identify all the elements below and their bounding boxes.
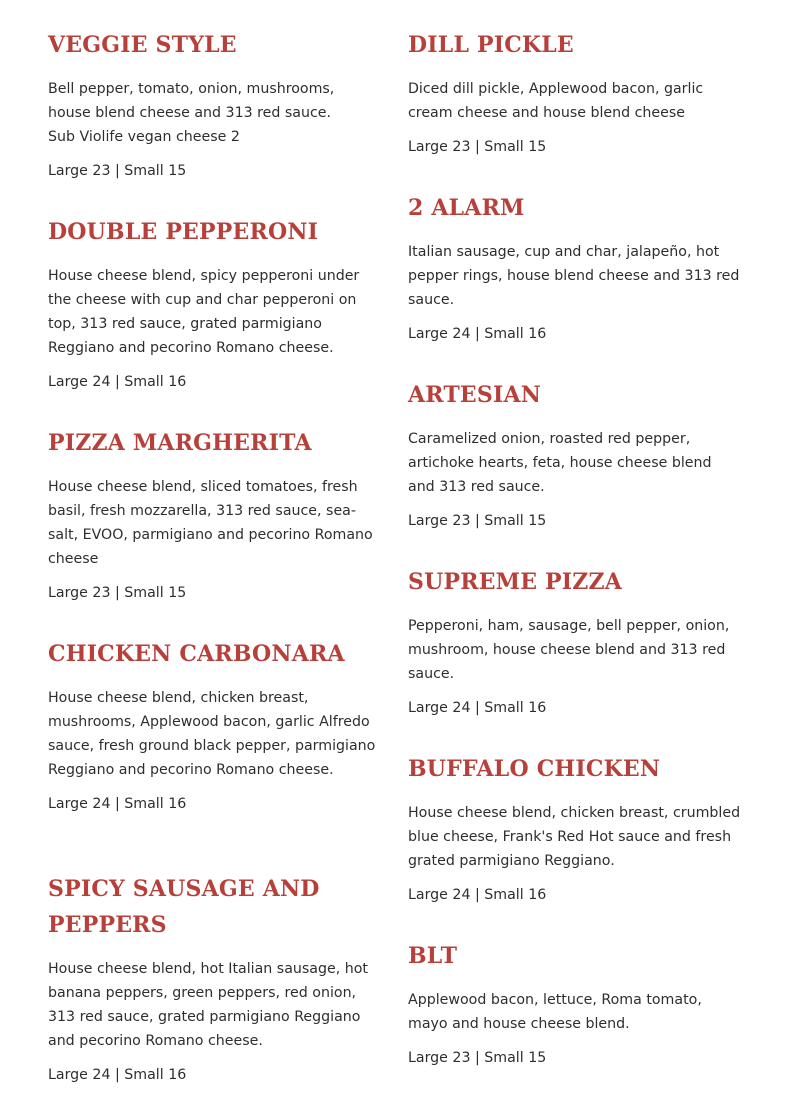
item-price: Large 24 | Small 16	[48, 1067, 187, 1083]
menu-item	[408, 190, 743, 377]
menu-item	[408, 751, 743, 938]
menu-column-right	[408, 27, 743, 1070]
item-title: PIZZA MARGHERITA	[48, 430, 312, 456]
item-description: Diced dill pickle, Applewood bacon, garlic cream cheese and house blend cheese	[408, 81, 704, 121]
item-description: Applewood bacon, lettuce, Roma tomato, mayo and house cheese blend.	[408, 992, 702, 1032]
menu-item	[408, 564, 743, 751]
item-title: DOUBLE PEPPERONI	[48, 219, 319, 245]
item-title: SPICY SAUSAGE AND PEPPERS	[48, 876, 320, 938]
menu-column-left	[48, 27, 383, 1087]
item-title: CHICKEN CARBONARA	[48, 641, 345, 667]
item-description: House cheese blend, chicken breast, mushrooms, Applewood bacon, garlic Alfredo sauce, fresh ground black pepper, parmigiano Reggiano and pecorino Romano cheese.	[48, 690, 376, 778]
item-title: SUPREME PIZZA	[408, 569, 623, 595]
menu-item	[48, 27, 383, 214]
item-price: Large 23 | Small 15	[48, 163, 187, 179]
item-price: Large 24 | Small 16	[408, 700, 547, 716]
item-description-text: Bell pepper, tomato, onion, mushrooms, house blend cheese and 313 red sauce.	[48, 81, 335, 121]
menu-item	[408, 377, 743, 564]
item-note: Sub Violife vegan cheese 2	[48, 129, 240, 145]
item-title: BLT	[408, 943, 458, 969]
item-price: Large 23 | Small 15	[408, 513, 547, 529]
item-title: 2 ALARM	[408, 195, 525, 221]
item-title: BUFFALO CHICKEN	[408, 756, 661, 782]
item-description: Caramelized onion, roasted red pepper, artichoke hearts, feta, house cheese blend and 313 red sauce.	[408, 431, 712, 495]
item-title: DILL PICKLE	[408, 32, 574, 58]
item-description: Italian sausage, cup and char, jalapeño, hot pepper rings, house blend cheese and 313 red sauce.	[408, 244, 740, 308]
item-description	[48, 77, 348, 149]
item-description: House cheese blend, sliced tomatoes, fresh basil, fresh mozzarella, 313 red sauce, sea-salt, EVOO, parmigiano and pecorino Romano cheese	[48, 479, 373, 567]
item-price: Large 24 | Small 16	[408, 887, 547, 903]
menu-item	[48, 636, 383, 871]
item-title: ARTESIAN	[408, 382, 542, 408]
item-price: Large 23 | Small 15	[408, 139, 547, 155]
item-price: Large 23 | Small 15	[408, 1050, 547, 1066]
item-description: House cheese blend, spicy pepperoni under the cheese with cup and char pepperoni on top, 313 red sauce, grated parmigiano Reggiano and pecorino Romano cheese.	[48, 268, 360, 356]
menu-item	[408, 938, 743, 1070]
menu-item	[48, 214, 383, 425]
item-price: Large 24 | Small 16	[408, 326, 547, 342]
item-price: Large 24 | Small 16	[48, 796, 187, 812]
menu-item	[48, 425, 383, 636]
item-title: VEGGIE STYLE	[48, 32, 237, 58]
menu-item	[408, 27, 743, 190]
item-price: Large 24 | Small 16	[48, 374, 187, 390]
item-description: Pepperoni, ham, sausage, bell pepper, onion, mushroom, house cheese blend and 313 red sauce.	[408, 618, 730, 682]
item-description: House cheese blend, hot Italian sausage, hot banana peppers, green peppers, red onion, 313 red sauce, grated parmigiano Reggiano and pecorino Romano cheese.	[48, 961, 368, 1049]
menu-item	[48, 871, 383, 1087]
item-description: House cheese blend, chicken breast, crumbled blue cheese, Frank's Red Hot sauce and fresh grated parmigiano Reggiano.	[408, 805, 741, 869]
item-price: Large 23 | Small 15	[48, 585, 187, 601]
